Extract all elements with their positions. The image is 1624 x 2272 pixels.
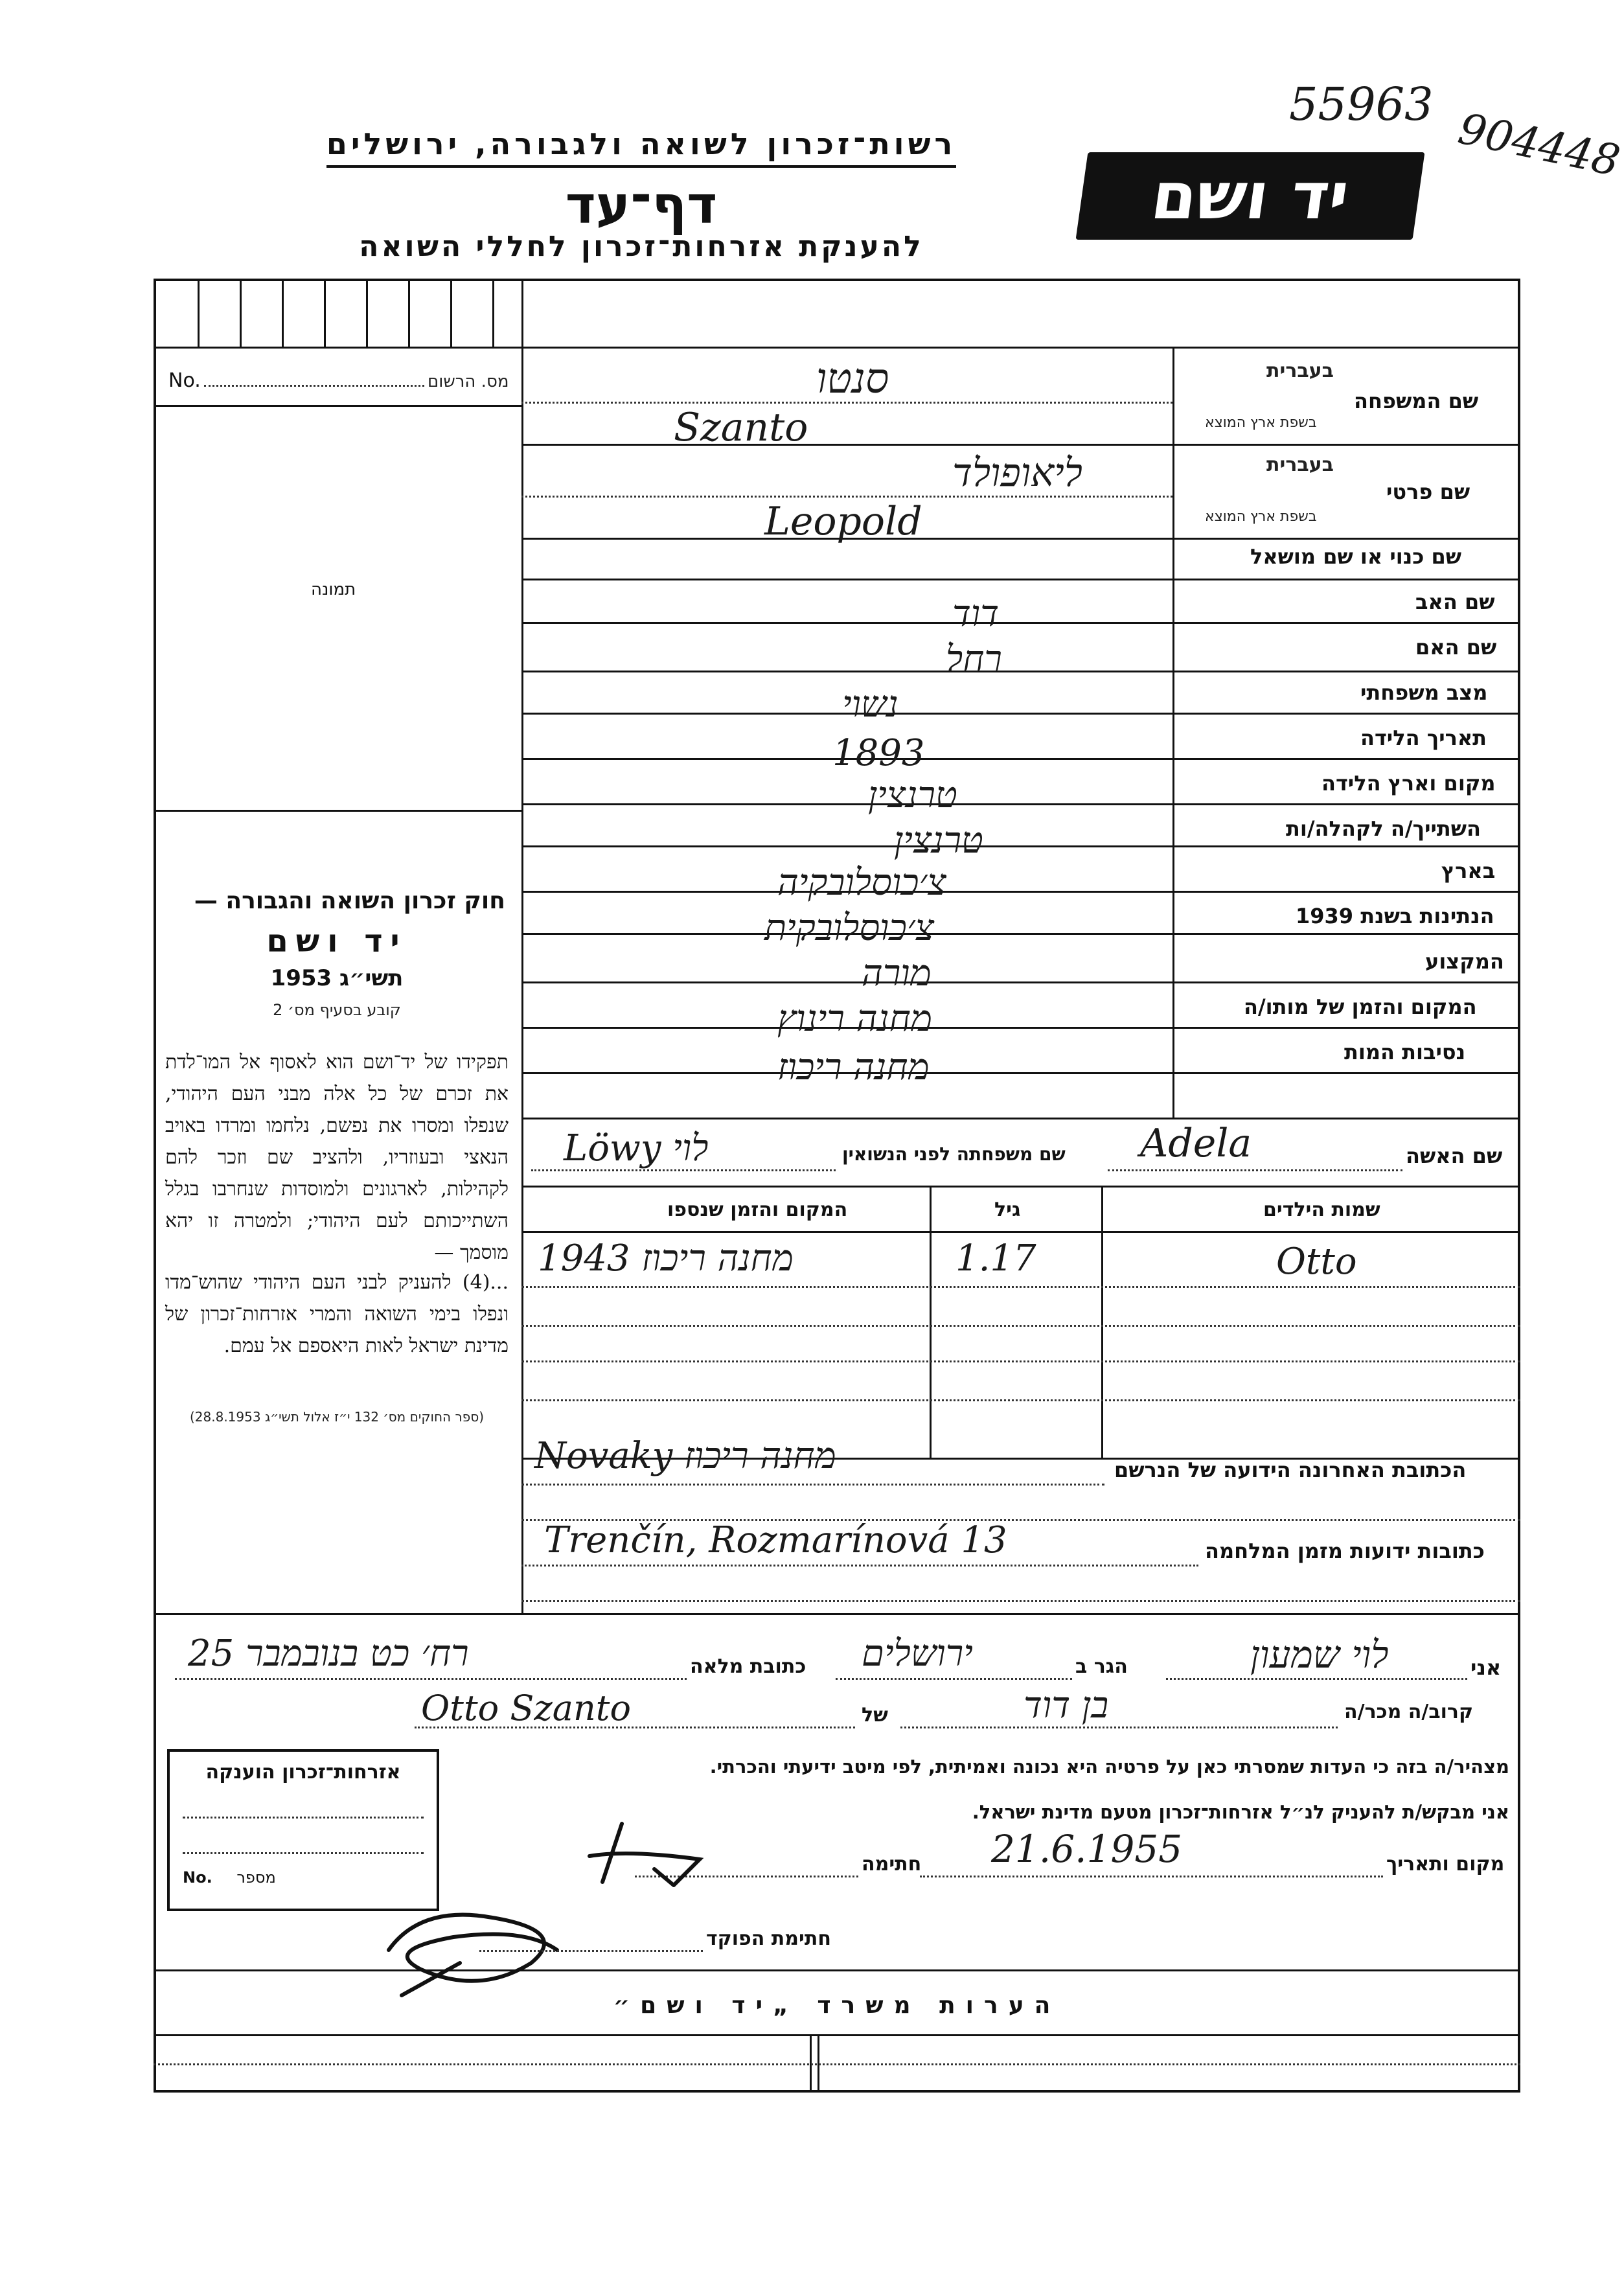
request-text: אני מבקש/ת להעניק לנ״ל אזרחות־זכרון מטעם מדינת ישראל. <box>972 1801 1509 1823</box>
children-place-header: המקום והזמן שנספו <box>667 1199 848 1221</box>
surname-origin-value: Szanto <box>674 405 808 450</box>
birth-place-label: מקום וארץ הלידה <box>1321 771 1496 796</box>
marital-value: נשוי <box>842 683 898 726</box>
place-date-label: מקום ותאריך <box>1386 1853 1505 1876</box>
law-clause: קובע בסעיף מס׳ 2 <box>273 1001 401 1019</box>
first-name-sub-hebrew: בעברית <box>1266 453 1334 476</box>
profession-label: המקצוע <box>1425 949 1504 974</box>
community-label: השתייך/ה לקהלה/ות <box>1286 816 1481 841</box>
declarant-city: ירושלים <box>862 1633 973 1675</box>
child-1-place: מחנה ריכוז 1943 <box>538 1237 794 1279</box>
law-source: (ספר החוקים מס׳ 132 י״ז אלול תשי״ג 28.8.1953) <box>189 1409 485 1425</box>
surname-sub-hebrew: בעברית <box>1266 360 1334 382</box>
citizenship-label: הנתינות בשנת 1939 <box>1296 904 1494 928</box>
child-1-age: 1.17 <box>955 1237 1036 1279</box>
death-cause-value: מחנה ריכוז <box>777 1046 930 1088</box>
first-name-hebrew-value: ליאופולד <box>952 450 1082 496</box>
last-address-value: Novaky מחנה ריכוז <box>534 1435 836 1477</box>
resides-label: הגר ב <box>1075 1655 1128 1678</box>
death-place-value: מחנה רינוץ <box>777 998 933 1040</box>
birth-date-label: תאריך הלידה <box>1360 726 1487 750</box>
country-label: בארץ <box>1441 858 1496 883</box>
relative-label: קרוב/ה מכר/ה <box>1344 1701 1474 1723</box>
archive-number-side: 904448 <box>1454 103 1624 187</box>
law-year: תשי״ג 1953 <box>270 965 404 991</box>
law-text-1: תפקידו של יד־ושם הוא לאסוף אל המו־לדת את זכרם של כל אלה מבני העם היהודי, שנפלו ומסרו את נפשם, נלחמו ומרדו באויב הנאצי ובעוזריו, ולהציב שם וזכר להם לקהילות, לארגונים ולמוסדות שנחרבו בגלל השתייכותם לעם היהודי; ולמטרה זו יהא מוסמך — <box>165 1051 509 1264</box>
certificate-number-label: מספר <box>236 1868 276 1887</box>
wartime-address-value: Trenčín, Rozmarínová 13 <box>544 1519 1007 1561</box>
page-subtitle: להענקת אזרחות־זכרון לחללי השואה <box>359 230 924 263</box>
certificate-no-label: No. <box>183 1868 212 1887</box>
death-place-label: המקום והזמן של מותו/ה <box>1244 994 1477 1019</box>
children-age-header: גיל <box>994 1199 1021 1221</box>
law-name: יד ושם <box>266 923 407 959</box>
surname-label: שם המשפחה <box>1354 389 1479 413</box>
law-title: חוק זכרון השואה והגבורה — <box>194 888 505 914</box>
first-name-label: שם פרטי <box>1386 479 1470 504</box>
header-authority <box>272 126 1011 161</box>
father-label: שם האב <box>1415 590 1495 614</box>
death-cause-label: נסיבות המות <box>1344 1040 1466 1064</box>
registry-label: מס. הרשום <box>428 372 509 391</box>
relation-value: בן דוד <box>1024 1684 1109 1727</box>
birth-date-value: 1893 <box>832 732 925 774</box>
child-1-name: Otto <box>1276 1241 1357 1283</box>
nickname-label: שם כנוי או שם מושאל <box>1250 544 1462 569</box>
photo-label: תמונה <box>311 580 356 599</box>
last-address-label: הכתובת האחרונה הידועה של הנרשם <box>1114 1458 1467 1482</box>
declaration-date: 21.6.1955 <box>991 1827 1183 1871</box>
office-notes-title: הערות משרד „יד ושם״ <box>613 1992 1061 2019</box>
certificate-title: אזרחות־זכרון הוענקה <box>205 1761 401 1784</box>
birth-place-value: טרנצין <box>868 774 957 816</box>
wife-maiden-value: Löwy לוי <box>564 1127 709 1169</box>
wife-maiden-label: שם משפחתה לפני הנשואין <box>842 1143 1066 1165</box>
country-value: צ׳כוסלובקיה <box>777 862 946 904</box>
wife-label: שם האשה <box>1406 1143 1503 1168</box>
profession-value: מורה <box>862 952 932 994</box>
declare-text: מצהיר/ה בזה כי העדות שמסרתי כאן על פרטיה היא נכונה ואמיתית, לפי מיטב ידיעתי והכרתי. <box>709 1756 1509 1778</box>
first-name-origin-value: Leopold <box>764 499 922 544</box>
children-names-header: שמות הילדים <box>1263 1199 1380 1221</box>
authority-text: רשות־זכרון לשואה ולגבורה, ירושלים <box>326 126 956 168</box>
yad-vashem-logo <box>1076 152 1425 240</box>
wartime-address-label: כתובות ידועות מזמן המלחמה <box>1205 1539 1485 1563</box>
address-label: כתובת מלאה <box>690 1655 806 1678</box>
page-title: דף־עד <box>565 175 718 235</box>
declarant-i-label: אני <box>1470 1655 1502 1680</box>
surname-sub-origin: בשפת ארץ המוצא <box>1205 415 1317 431</box>
declarant-address: רח׳ כט בנובמבר 25 <box>188 1633 469 1675</box>
of-name: Otto Szanto <box>421 1688 631 1728</box>
signature-label: חתימה <box>862 1853 922 1876</box>
surname-hebrew-value: סנטו <box>816 355 889 403</box>
declarant-signature <box>577 1811 713 1895</box>
father-value: דוד <box>952 593 1000 635</box>
marital-label: מצב משפחתי <box>1360 680 1488 705</box>
certificate-box <box>167 1749 439 1911</box>
law-text-2: ...(4) להעניק לבני העם היהודי שהוש־מדו ונפלו בימי השואה והמרי אזרחות־זכרון של מדינת ישראל לאות היאספם אל עמם. <box>165 1271 509 1357</box>
mother-value: רחל <box>946 638 1002 680</box>
citizenship-value: צ׳כוסלובקית <box>764 907 935 949</box>
officer-signature-label: חתימת הפוקד <box>706 1927 831 1950</box>
wife-first-value: Adela <box>1140 1121 1252 1166</box>
community-value: טרנצין <box>894 820 983 862</box>
registry-number <box>168 369 515 392</box>
of-label: של <box>862 1704 888 1727</box>
first-name-sub-origin: בשפת ארץ המוצא <box>1205 509 1317 525</box>
declarant-name: לוי שמעון <box>1250 1633 1389 1677</box>
archive-number-top: 55963 <box>1289 78 1434 131</box>
mother-label: שם האם <box>1415 635 1497 660</box>
logo-text: יד ושם <box>1147 158 1354 234</box>
registry-no-label: No. <box>168 369 201 392</box>
